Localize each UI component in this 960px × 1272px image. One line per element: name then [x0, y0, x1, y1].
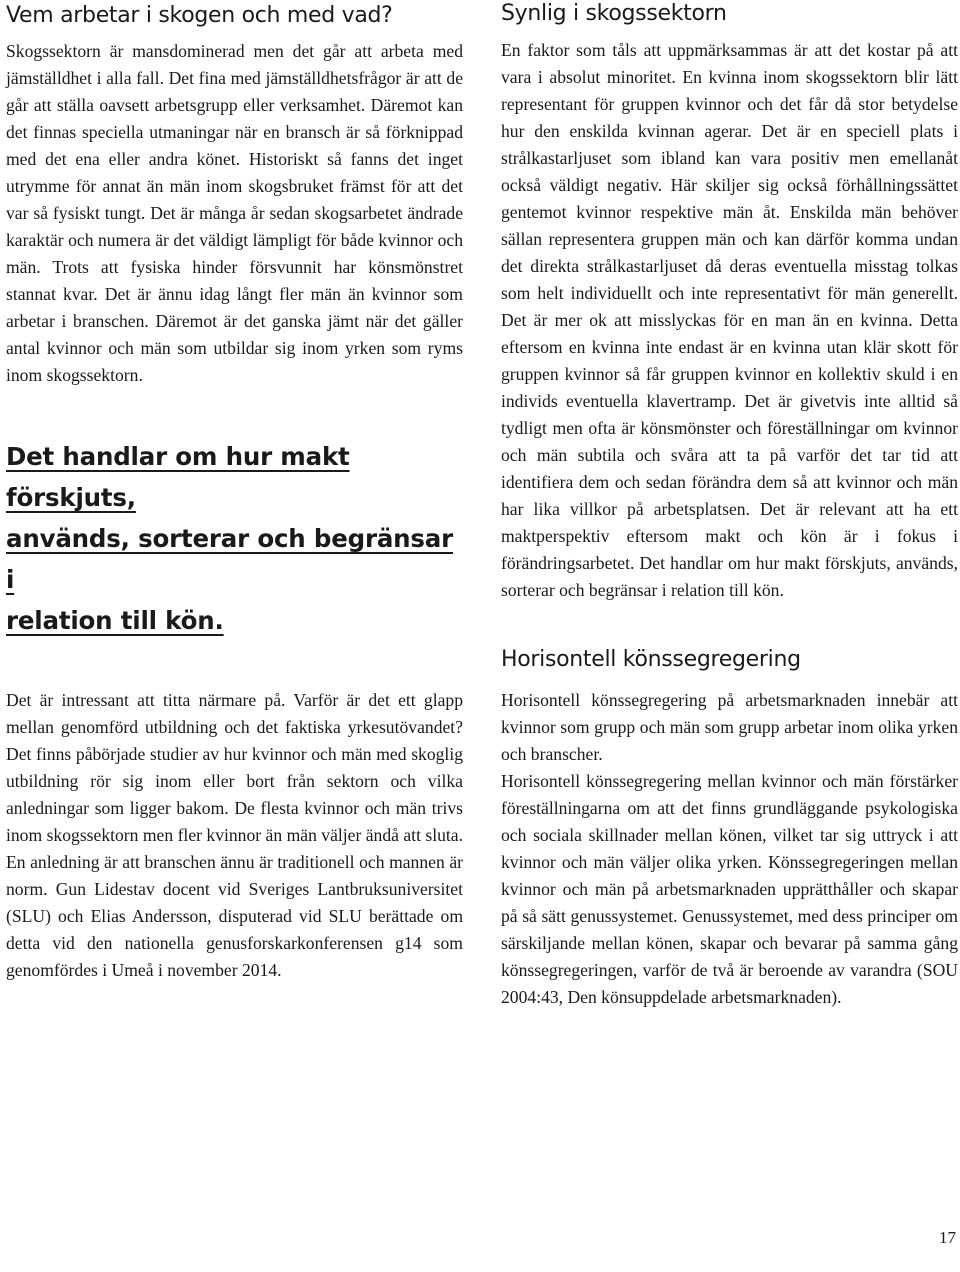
pull-quote-line-3: relation till kön. — [6, 606, 224, 635]
right-column — [501, 0, 958, 1011]
section-heading-synlig: Synlig i skogssektorn — [501, 1, 727, 26]
left-column — [6, 0, 463, 984]
pull-quote-line-2: används, sorterar och begränsar i — [6, 524, 454, 594]
pull-quote — [6, 436, 463, 641]
page-number: 17 — [939, 1228, 956, 1247]
body-paragraph-2: Det är intressant att titta närmare på. Varför är det ett glapp mellan genomförd utbildning och det faktiska yrkesutövandet? Det finns påbörjade studier av hur kvinnor och män med skoglig utbildning rör sig inom eller bort från sektorn och vilka anledningar som ligger bakom. De flesta kvinnor och män trivs inom skogssektorn men fler kvinnor än män väljer ändå att sluta. En anledning är att branschen ännu är traditionell och mannen är norm. Gun Lidestav docent vid Sveriges Lantbruksuniversitet (SLU) och Elias Andersson, disputerad vid SLU berättade om detta vid den nationella genusforskarkonferensen g14 som genomfördes i Umeå i november 2014. — [6, 690, 463, 980]
pull-quote-line-1: Det handlar om hur makt förskjuts, — [6, 442, 350, 512]
synlig-paragraph: En faktor som tåls att uppmärksammas är att det kostar på att vara i absolut minoritet. En kvinna inom skogssektorn blir lätt representant för gruppen kvinnor och det får då stor betydelse hur den enskilda kvinnan agerar. Det är en speciell plats i strålkastarljuset som ibland kan vara positiv men emellanåt också väldigt negativ. Här skiljer sig också förhållningssättet gentemot kvinnor respektive män åt. Enskilda män behöver sällan representera gruppen män och kan därför komma undan det direkta strålkastarljuset då deras eventuella misstag tolkas som helt individuellt och inte representativt för män generellt. Det är mer ok att misslyckas för en man än en kvinna. Detta eftersom en kvinna inte endast är en kvinna utan klär skott för gruppen kvinnor så får gruppen kvinnor en kollektiv skuld i en individs eventuella klavertramp. Det är givetvis inte alltid så tydligt men ofta är könsmönster och föreställningar om kvinnor och män subtila och svåra att ta på varför det tar tid att identifiera dem och sedan förändra dem så att kvinnor och män har lika villkor på arbetsplatsen. Det är relevant att ha ett maktperspektiv eftersom makt och kön är i fokus i förändringsarbetet. Det handlar om hur makt förskjuts, används, sorterar och begränsar i relation till kön. — [501, 40, 958, 600]
section-heading-horisontell: Horisontell könssegregering — [501, 647, 801, 672]
section-heading-vem-arbetar: Vem arbetar i skogen och med vad? — [6, 3, 393, 28]
horisontell-paragraph-2: Horisontell könssegregering mellan kvinnor och män förstärker föreställningarna om att det finns grundläggande psykologiska och sociala skillnader mellan könen, vilket tar sig uttryck i att kvinnor och män väljer olika yrken. Könssegregeringen mellan kvinnor och män på arbetsmarknaden upprätthåller och skapar på så sätt genussystemet. Genussystemet, med dess principer om särskiljande mellan könen, skapar och bevarar på samma gång könssegregeringen, varför de två är beroende av varandra (SOU 2004:43, Den könsuppdelade arbetsmarknaden). — [501, 771, 958, 1007]
intro-paragraph: Skogssektorn är mansdominerad men det går att arbeta med jämställdhet i alla fall. Det fina med jämställdhetsfrågor är att de går att ställa oavsett arbetsgrupp eller verksamhet. Däremot kan det finnas speciella utmaningar när en bransch är så förknippad med det ena eller andra könet. Historiskt så fanns det inget utrymme för annat än män inom skogsbruket främst för att det var så fysiskt tungt. Det är många år sedan skogsarbetet ändrade karaktär och numera är det väldigt lämpligt för både kvinnor och män. Trots att fysiska hinder försvunnit har könsmönstret stannat kvar. Det är ännu idag långt fler män än kvinnor som arbetar i branschen. Däremot är det ganska jämt när det gäller antal kvinnor och män som utbildar sig inom yrken som ryms inom skogssektorn. — [6, 41, 463, 385]
horisontell-paragraph-1: Horisontell könssegregering på arbetsmarknaden innebär att kvinnor som grupp och män som grupp arbetar inom olika yrken och branscher. — [501, 690, 958, 764]
